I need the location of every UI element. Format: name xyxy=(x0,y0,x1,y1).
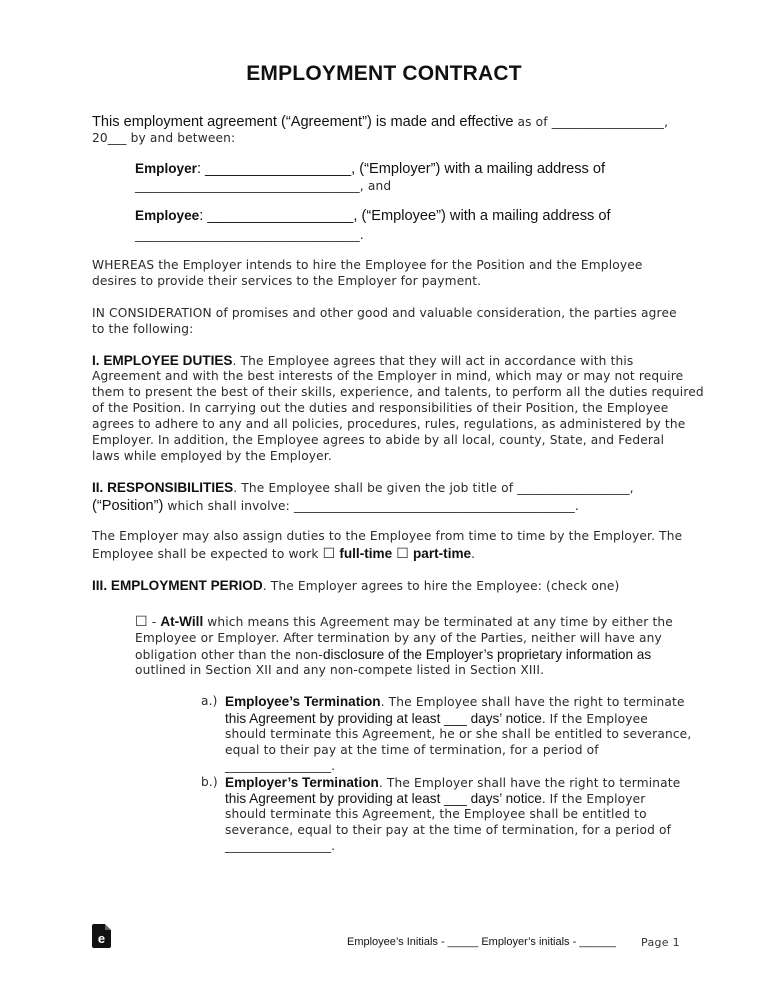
section-1-line-4: of the Position. In carrying out the duties and responsibilities of their Position, the Employee xyxy=(92,401,669,415)
intro-line-2: 20___ by and between: xyxy=(92,131,236,145)
section-2-para-2-line-1: The Employer may also assign duties to the Employee from time to time by the Employer. The xyxy=(92,529,683,543)
at-will-line-1-text: which means this Agreement may be terminated at any time by either the xyxy=(203,615,673,629)
item-b-marker: b.) xyxy=(201,775,218,789)
item-b-line-1 xyxy=(225,775,680,790)
position-label: (“Position”) xyxy=(92,498,164,514)
whereas-line-1: WHEREAS the Employer intends to hire the Employee for the Position and the Employee xyxy=(92,258,643,272)
at-will-checkbox[interactable]: ☐ xyxy=(135,614,148,630)
at-will-line-2: Employee or Employer. After termination by any of the Parties, neither will have any xyxy=(135,631,662,645)
item-b-notice-text: this Agreement by providing at least ___ days’ notice. xyxy=(225,791,546,806)
at-will-line-4: outlined in Section XII and any non-compete listed in Section XIII. xyxy=(135,663,545,677)
employee-label: Employee xyxy=(135,208,200,223)
employer-label: Employer xyxy=(135,161,197,176)
item-a-line-5: _________________. xyxy=(225,759,336,773)
section-3-line-1 xyxy=(92,578,619,593)
item-a-line-2-text: If the Employee xyxy=(545,712,648,726)
employee-line-1 xyxy=(135,208,611,224)
item-b-heading: Employer’s Termination xyxy=(225,775,379,790)
whereas-line-2: desires to provide their services to the Employer for payment. xyxy=(92,274,482,288)
consideration-line-1: IN CONSIDERATION of promises and other good and valuable consideration, the parties agree xyxy=(92,306,677,320)
at-will-label: At-Will xyxy=(160,614,204,629)
section-2-heading: II. RESPONSIBILITIES xyxy=(92,480,234,495)
item-a-marker: a.) xyxy=(201,694,218,708)
document-title: EMPLOYMENT CONTRACT xyxy=(246,62,522,85)
item-b-line-4: severance, equal to their pay at the time of termination, for a period of xyxy=(225,823,672,837)
full-time-label: full-time xyxy=(339,546,393,561)
consideration-line-2: to the following: xyxy=(92,322,194,336)
section-1-line-2: Agreement and with the best interests of the Employer in mind, which may or may not require xyxy=(92,369,684,383)
section-1-line-1-text: . The Employee agrees that they will act in accordance with this xyxy=(232,354,634,368)
section-2-para-2-line-2 xyxy=(92,546,475,562)
eforms-logo-icon xyxy=(92,924,112,948)
item-b-line-1-text: . The Employer shall have the right to terminate xyxy=(378,776,681,790)
section-2-line-1-text: . The Employee shall be given the job title of __________________, xyxy=(233,481,634,495)
section-1-line-1 xyxy=(92,353,633,368)
section-1-heading: I. EMPLOYEE DUTIES xyxy=(92,353,233,368)
footer-initials: Employee’s Initials - _____ Employer’s initials - ______ xyxy=(347,936,617,948)
item-a-line-4: equal to their pay at the time of termination, for a period of xyxy=(225,743,599,757)
employee-address-line: ____________________________________. xyxy=(135,228,364,242)
full-time-checkbox[interactable]: ☐ xyxy=(322,546,336,562)
section-2-line-2 xyxy=(92,498,579,514)
intro-line-1 xyxy=(92,114,668,130)
section-1-line-5: agrees to adhere to any and all policies, procedures, rules, regulations, as administered by the xyxy=(92,417,686,431)
item-b-line-3: should terminate this Agreement, the Employee shall be entitled to xyxy=(225,807,647,821)
at-will-line-1 xyxy=(135,614,673,630)
item-a-line-1-text: . The Employee shall have the right to terminate xyxy=(380,695,685,709)
item-b-line-2 xyxy=(225,791,645,806)
section-1-line-6: Employer. In addition, the Employee agrees to abide by all local, county, State, and Federal xyxy=(92,433,665,447)
employer-address-line: ____________________________________, and xyxy=(135,179,392,193)
section-2-work-text: Employee shall be expected to work xyxy=(92,547,323,561)
section-3-heading: III. EMPLOYMENT PERIOD xyxy=(92,578,263,593)
page-number: Page 1 xyxy=(641,936,680,949)
svg-text:e: e xyxy=(97,931,106,946)
employer-line-1 xyxy=(135,161,605,177)
item-a-line-1 xyxy=(225,694,685,709)
intro-text: This employment agreement (“Agreement”) is made and effective xyxy=(92,114,514,130)
intro-date-blank: as of __________________, xyxy=(513,115,669,129)
at-will-line-3 xyxy=(135,647,651,662)
item-a-notice-text: this Agreement by providing at least ___ days’ notice. xyxy=(225,711,546,726)
section-2-line-2-text: which shall involve: _____________________________________________. xyxy=(163,499,579,513)
at-will-dash: - xyxy=(147,615,161,629)
employer-line-1-text: : __________________, (“Employer”) with a mailing address of xyxy=(196,161,606,177)
item-b-line-2-text: If the Employer xyxy=(545,792,646,806)
section-1-line-7: laws while employed by the Employer. xyxy=(92,449,332,463)
item-a-heading: Employee’s Termination xyxy=(225,694,381,709)
at-will-line-3-b: disclosure of the Employer’s proprietary information as xyxy=(322,647,652,662)
section-3-line-1-text: . The Employer agrees to hire the Employee: (check one) xyxy=(262,579,620,593)
part-time-checkbox[interactable]: ☐ xyxy=(396,546,409,562)
item-b-line-5: _________________. xyxy=(225,839,336,853)
at-will-line-3-a: obligation other than the non- xyxy=(135,648,323,662)
section-2-period: . xyxy=(471,547,476,561)
employee-line-1-text: : __________________, (“Employee”) with a mailing address of xyxy=(199,208,611,224)
section-2-line-1 xyxy=(92,480,634,495)
section-1-line-3: them to present the best of their skills, experience, and talents, to perform all the duties required xyxy=(92,385,704,399)
item-a-line-3: should terminate this Agreement, he or she shall be entitled to severance, xyxy=(225,727,692,741)
part-time-label: part-time xyxy=(412,546,472,561)
item-a-line-2 xyxy=(225,711,648,726)
